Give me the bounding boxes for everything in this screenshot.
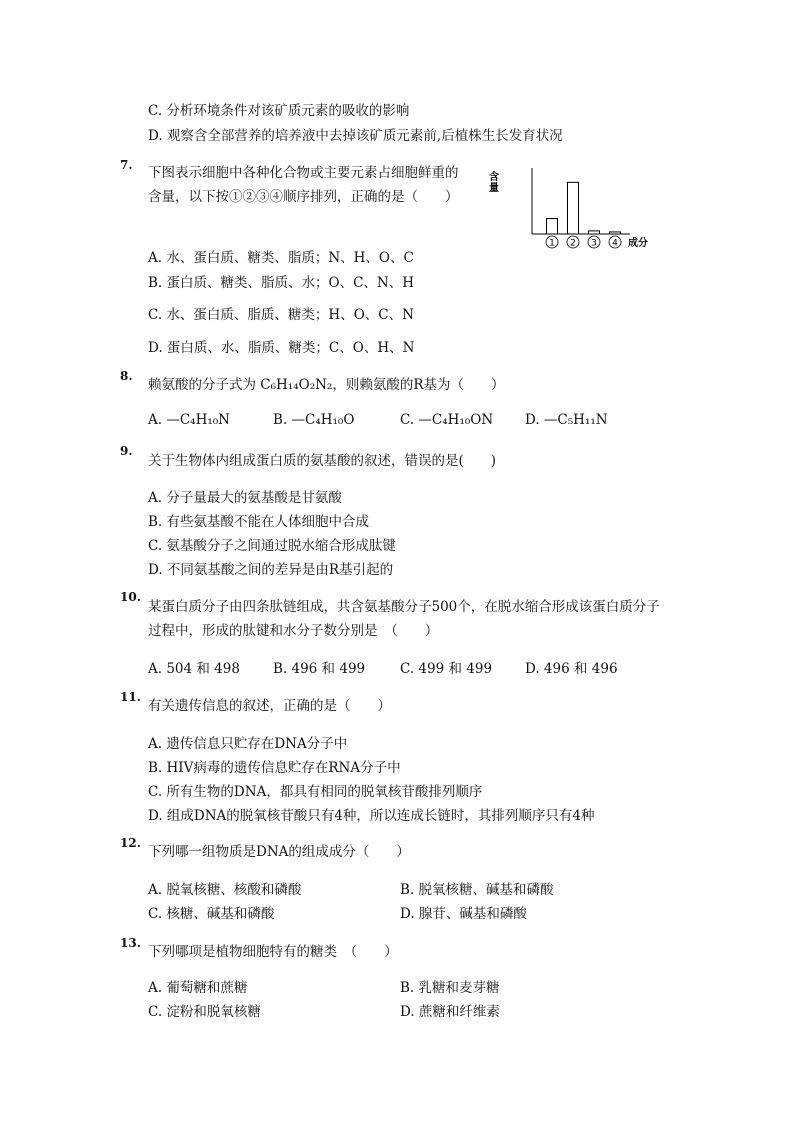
option-b: B. 496 和 499 [273,661,366,677]
question-stem: 赖氨酸的分子式为 C₆H₁₄O₂N₂，则赖氨酸的R基为（ ） [148,377,505,393]
option-b: B. HIV病毒的遗传信息贮存在RNA分子中 [148,760,401,776]
x-tick-label: 2 [570,238,576,249]
option-c: C. 分析环境条件对该矿质元素的吸收的影响 [148,103,410,119]
question-stem-line2: 过程中，形成的肽键和水分子数分别是 （ ） [148,623,439,639]
option-b: B. 蛋白质、糖类、脂质、水；O、C、N、H [148,275,414,291]
option-c: C. 水、蛋白质、脂质、糖类；H、O、C、N [148,307,414,323]
x-axis-label: 成分 [628,238,648,249]
option-c: C. 499 和 499 [400,661,493,677]
question-number: 7. [120,158,133,172]
option-d: D. —C₅H₁₁N [525,412,608,428]
option-a: A. 分子量最大的氨基酸是甘氨酸 [148,490,342,506]
question-stem: 有关遗传信息的叙述，正确的是（ ） [148,698,391,714]
option-b: B. 有些氨基酸不能在人体细胞中合成 [148,514,370,530]
question-stem: 下列哪项是植物细胞特有的糖类 （ ） [148,944,398,960]
option-d: D. 观察含全部营养的培养液中去掉该矿质元素前,后植株生长发育状况 [148,128,563,144]
option-d: D. 蛋白质、水、脂质、糖类；C、O、H、N [148,340,415,356]
option-d: D. 腺苷、碱基和磷酸 [400,906,527,922]
option-a: A. 504 和 498 [148,661,240,677]
option-c: C. 所有生物的DNA，都具有相同的脱氧核苷酸排列顺序 [148,784,483,800]
option-d: D. 蔗糖和纤维素 [400,1004,500,1020]
x-tick-label: 4 [612,238,618,249]
x-tick-label: 1 [549,238,555,249]
option-a: A. 葡萄糖和蔗糖 [148,980,248,996]
question-stem: 下列哪一组物质是DNA的组成成分（ ） [148,844,410,860]
bar [589,231,600,234]
bar [610,232,621,234]
question-stem-line1: 某蛋白质分子由四条肽链组成，共含氨基酸分子500个，在脱水缩合形成该蛋白质分子 [148,599,660,615]
option-c: C. 核糖、碱基和磷酸 [148,906,275,922]
option-c: C. 氨基酸分子之间通过脱水缩合形成肽键 [148,538,396,554]
bar-chart [484,164,664,256]
x-tick-label: 3 [591,238,597,249]
bar [568,182,579,234]
option-d: D. 组成DNA的脱氧核苷酸只有4种，所以连成长链时，其排列顺序只有4种 [148,808,595,824]
question-number: 13. [120,936,141,950]
question-stem-line2: 含量，以下按①②③④顺序排列，正确的是（ ） [148,189,459,205]
option-d: D. 496 和 496 [525,661,618,677]
question-number: 11. [120,690,141,704]
question-number: 8. [120,369,133,383]
option-a: A. 脱氧核糖、核酸和磷酸 [148,882,302,898]
question-stem: 关于生物体内组成蛋白质的氨基酸的叙述，错误的是( ) [148,453,497,469]
question-number: 12. [120,836,141,850]
question-number: 10. [120,590,141,604]
option-a: A. 水、蛋白质、糖类、脂质；N、H、O、C [148,250,414,266]
y-axis-label: 量 [489,183,499,194]
option-b: B. —C₄H₁₀O [273,412,355,428]
option-c: C. —C₄H₁₀ON [400,412,494,428]
option-a: A. 遗传信息只贮存在DNA分子中 [148,736,348,752]
option-b: B. 脱氧核糖、碱基和磷酸 [400,882,554,898]
question-stem-line1: 下图表示细胞中各种化合物或主要元素占细胞鲜重的 [148,165,459,181]
question-number: 9. [120,444,133,458]
bar [547,219,558,235]
option-a: A. —C₄H₁₀N [148,412,230,428]
option-b: B. 乳糖和麦芽糖 [400,980,500,996]
option-c: C. 淀粉和脱氧核糖 [148,1004,261,1020]
y-axis-label: 含 [489,172,499,183]
option-d: D. 不同氨基酸之间的差异是由R基引起的 [148,562,394,578]
